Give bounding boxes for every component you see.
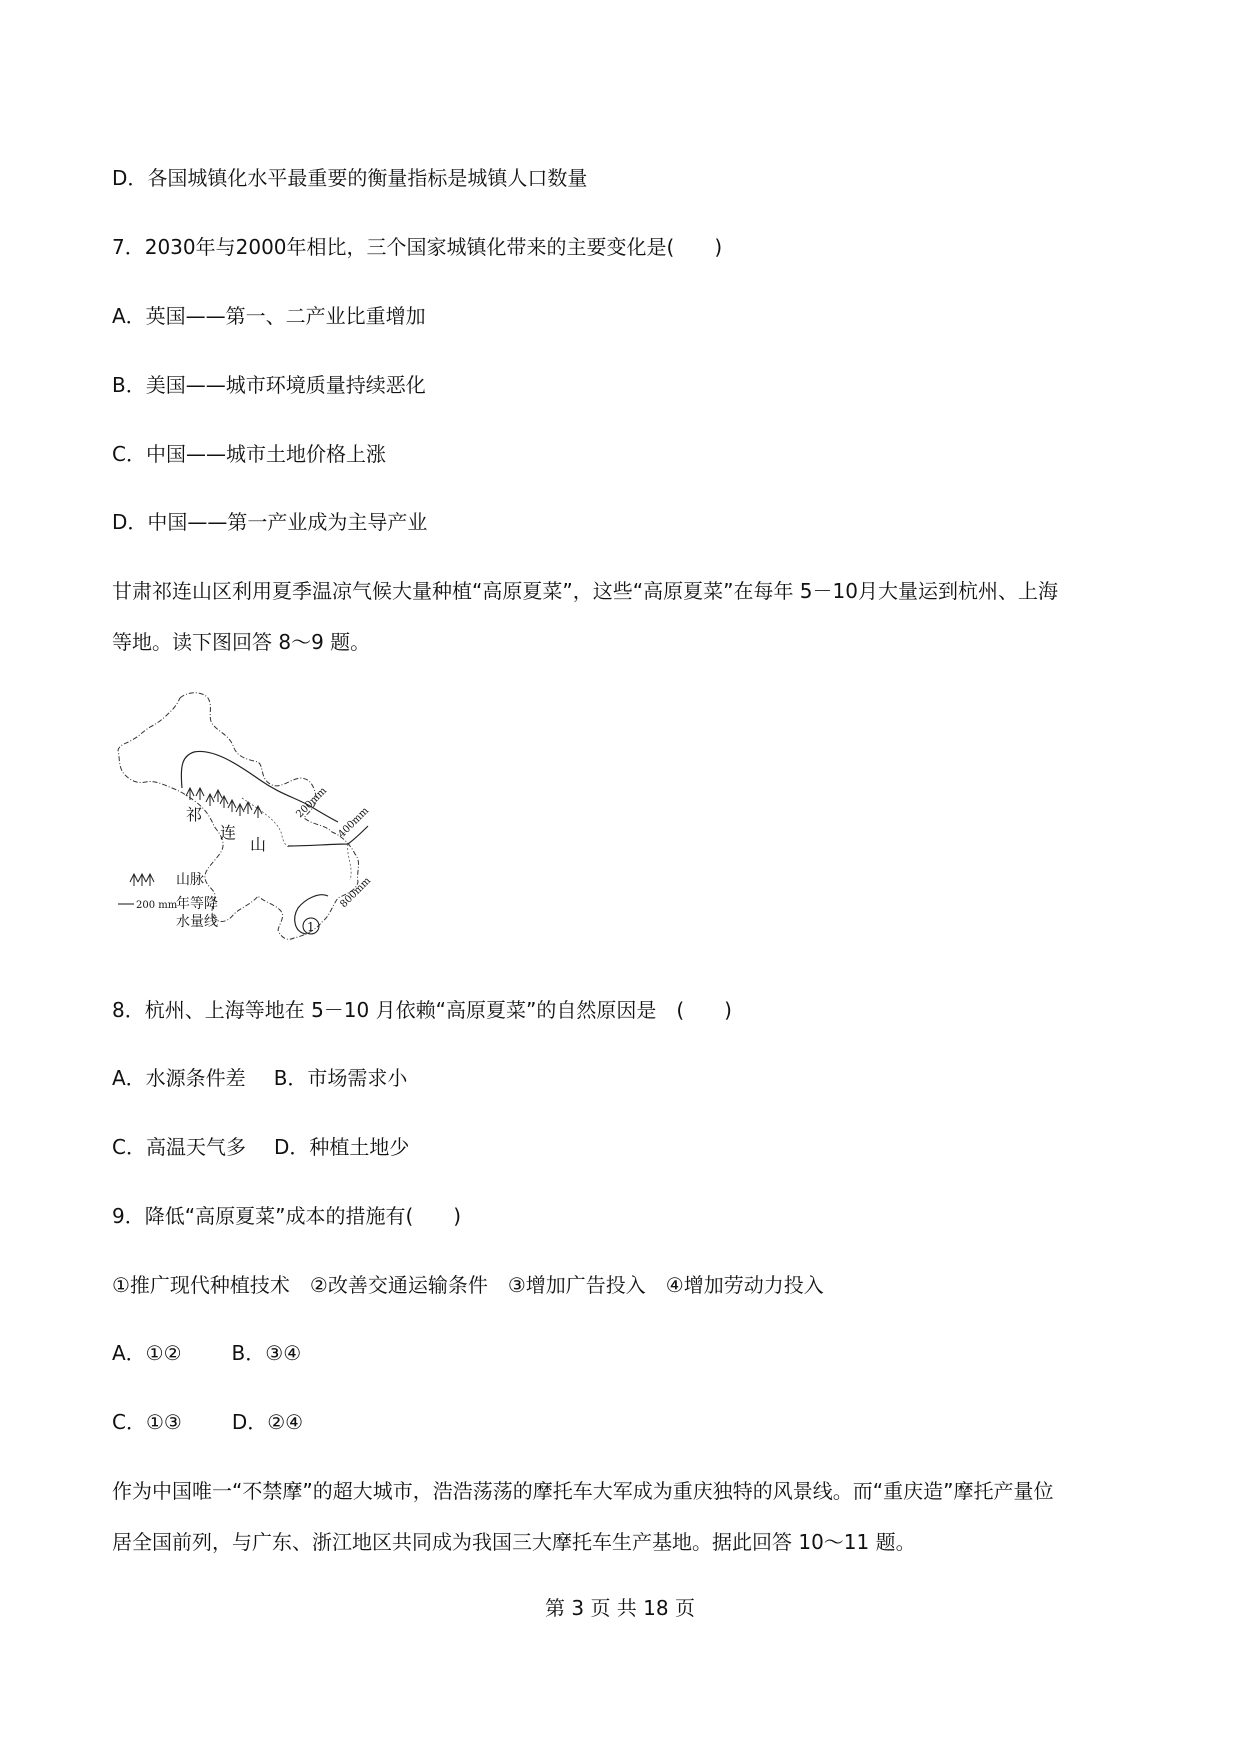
q9-items: ①推广现代种植技术 ②改善交通运输条件 ③增加广告投入 ④增加劳动力投入 [112,1273,824,1297]
page-number: 第 3 页 共 18 页 [545,1596,695,1620]
legend-isohyet-label-2: 水量线 [176,914,218,930]
q9-option-c: C．①③ [112,1410,182,1434]
intro-10-11-line2: 居全国前列，与广东、浙江地区共同成为我国三大摩托车生产基地。据此回答 10～11 题。 [112,1530,916,1554]
legend-isohyet-label-1: 年等降 [176,896,218,912]
intro-8-9-line1: 甘肃祁连山区利用夏季温凉气候大量种植“高原夏菜”，这些“高原夏菜”在每年 5－10月大量运到杭州、上海 [112,579,1058,603]
q8-option-c: C．高温天气多 [112,1135,246,1159]
q7-option-b: B．美国——城市环境质量持续恶化 [112,373,426,397]
q8-option-d: D．种植土地少 [273,1135,410,1159]
q8-option-a: A．水源条件差 [112,1066,246,1090]
legend-mountain-icon [130,874,154,886]
map-label-lian: 连 [220,823,237,842]
q8-stem: 8．杭州、上海等地在 5－10 月依赖“高原夏菜”的自然原因是 ( ) [112,998,732,1022]
q9-option-a: A．①② [112,1341,182,1365]
q9-option-b: B．③④ [231,1341,302,1365]
q8-options-cd [112,1135,409,1159]
q8-option-b: B．市场需求小 [273,1066,408,1090]
svg-text:400mm: 400mm [336,805,372,841]
svg-text:800mm: 800mm [338,875,374,911]
q7-option-d: D．中国——第一产业成为主导产业 [112,510,428,534]
svg-text:200 mm: 200 mm [136,900,178,911]
svg-text:1: 1 [307,920,315,934]
legend-mountain-label: 山脉 [176,872,204,888]
q9-stem: 9．降低“高原夏菜”成本的措施有( ) [112,1204,462,1228]
intro-8-9-line2: 等地。读下图回答 8～9 题。 [112,630,371,654]
q9-options-ab [112,1341,301,1365]
gansu-map-figure [110,686,440,948]
q7-option-c: C．中国——城市土地价格上涨 [112,442,386,466]
intro-10-11-line1: 作为中国唯一“不禁摩”的超大城市，浩浩荡荡的摩托车大军成为重庆独特的风景线。而“重庆造”摩托产量位 [112,1479,1054,1503]
svg-text:200mm: 200mm [294,785,330,821]
map-label-shan: 山 [250,835,267,854]
q7-option-a: A．英国——第一、二产业比重增加 [112,304,426,328]
q6-option-d: D．各国城镇化水平最重要的衡量指标是城镇人口数量 [112,166,588,190]
q8-options-ab [112,1066,407,1090]
q7-stem: 7．2030年与2000年相比，三个国家城镇化带来的主要变化是( ) [112,235,723,259]
map-label-qi: 祁 [186,805,203,824]
q9-option-d: D．②④ [231,1410,304,1434]
map-illustration [110,686,440,948]
q9-options-cd [112,1410,303,1434]
